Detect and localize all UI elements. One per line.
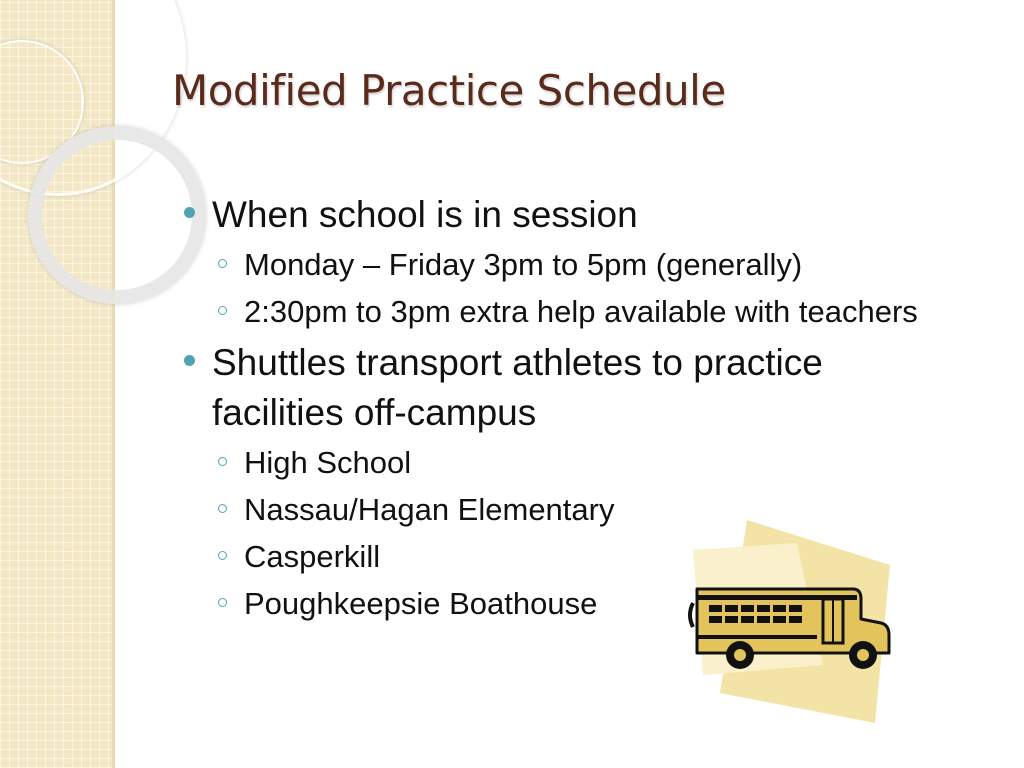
sub-bullet-ring-icon (218, 259, 227, 268)
sub-bullet-item (180, 442, 940, 484)
sub-bullet-text: Casperkill (244, 539, 381, 574)
bullet-dot-icon (184, 355, 195, 366)
sub-bullet-ring-icon (218, 457, 227, 466)
sub-bullet-ring-icon (218, 306, 227, 315)
bullet-item (180, 190, 940, 240)
decorative-side-panel (0, 0, 115, 768)
sub-bullet-item (180, 244, 940, 286)
sub-bullet-text: Nassau/Hagan Elementary (244, 492, 615, 527)
bus-side-band (697, 635, 817, 639)
bullet-text: Shuttles transport athletes to practice facilities off-campus (212, 342, 823, 433)
slide-title: Modified Practice Schedule (172, 66, 726, 115)
sub-bullet-text: 2:30pm to 3pm extra help available with teachers (244, 294, 918, 329)
sub-bullet-item (180, 291, 940, 333)
sub-bullet-ring-icon (218, 551, 227, 560)
bus-rear-bumper (690, 603, 693, 627)
bullet-dot-icon (184, 207, 195, 218)
sub-bullet-text: Monday – Friday 3pm to 5pm (generally) (244, 247, 803, 282)
sub-bullet-text: Poughkeepsie Boathouse (244, 586, 598, 621)
sub-bullet-ring-icon (218, 598, 227, 607)
bullet-text: When school is in session (212, 194, 638, 235)
sub-bullet-text: High School (244, 445, 412, 480)
school-bus-icon (685, 515, 900, 725)
sub-bullet-ring-icon (218, 504, 227, 513)
bullet-item (180, 338, 940, 438)
